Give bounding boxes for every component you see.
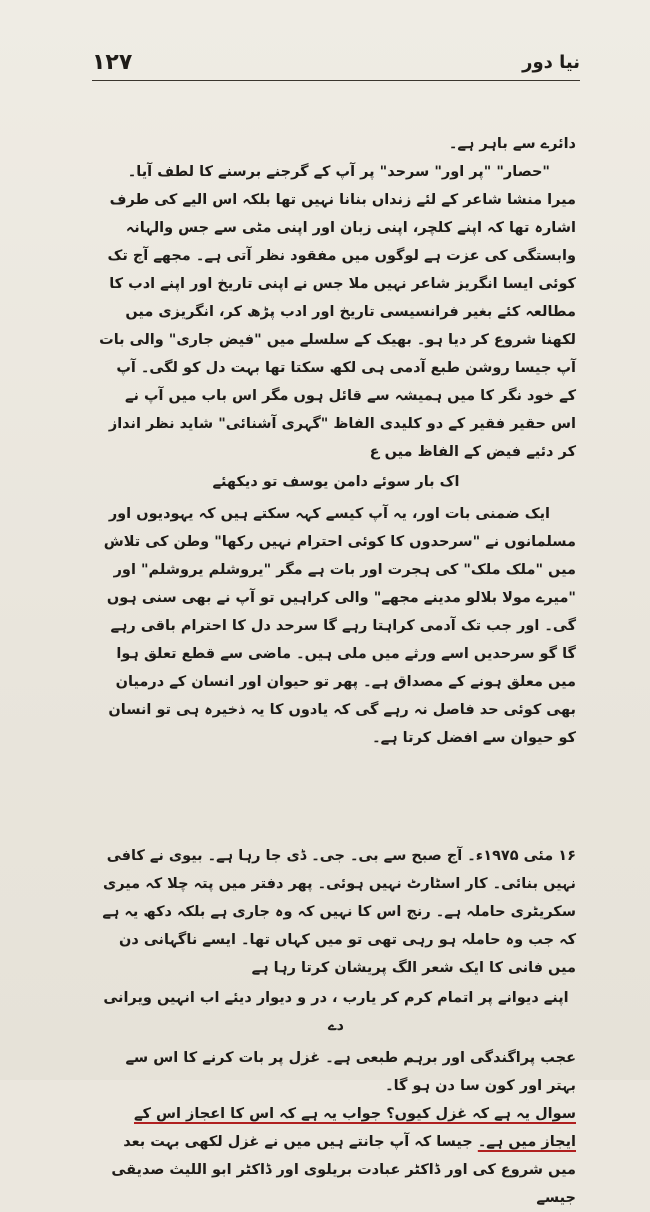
- paragraph-6: [96, 1100, 576, 1212]
- page-body: [96, 130, 576, 1212]
- paragraph-3: ایک ضمنی بات اور، یہ آپ کیسے کہہ سکتے ہیں کہ یہودیوں اور مسلمانوں نے "سرحدوں کا کوئی احترام نہیں رکھا" وطن کی تلاش میں "ملک ملک" کی ہجرت اور بات ہے مگر "یروشلم یروشلم" اور "میرے مولا بلالو مدینے مجھے" والی کراہیں تو آپ نے بھی سنی ہوں گی۔ اور جب تک آدمی کراہتا رہے گا سرحد دل کا احترام باقی رہے گا گو سرحدیں اسے ورثے میں ملی ہیں۔ ماضی سے قطع تعلق ہوا میں معلق ہونے کے مصداق ہے۔ پھر تو حیوان اور انسان کے درمیان بھی کوئی حد فاصل نہ رہے گی کہ یادوں کا یہ ذخیرہ ہی تو انسان کو حیوان سے افضل کرتا ہے۔: [103, 506, 576, 746]
- paragraph-4-diary-entry: ۱۶ مئی ۱۹۷۵ء۔ آج صبح سے بی۔ جی۔ ڈی جا رہا ہے۔ بیوی نے کافی نہیں بنائی۔ کار اسٹارٹ نہیں ہوئی۔ پھر دفتر میں پتہ چلا کہ میری سکریٹری حاملہ ہے۔ رنج اس کا نہیں کہ وہ جاری ہے بلکہ دکھ یہ ہے کہ جب وہ حاملہ ہو رہی تھی تو میں کہاں تھا۔ ایسے ناگہانی دن میں فانی کا ایک شعر الگ پریشان کرتا رہا ہے: [102, 848, 576, 976]
- paragraph-2: "حصار" "پر اور" سرحد" پر آپ کے گرجنے برسنے کا لطف آیا۔ میرا منشا شاعر کے لئے زنداں بنانا نہیں تھا بلکہ اس الیے کی طرف اشارہ تھا کہ اپنے کلچر، اپنی زبان اور اپنی مٹی سے جس والہانہ وابستگی کی عزت ہے لوگوں میں مفقود نظر آتی ہے۔ مجھے آج تک کوئی ایسا انگریز شاعر نہیں ملا جس نے اپنی تاریخ اور اپنے ادب کا مطالعہ کئے بغیر فرانسیسی تاریخ اور ادب پڑھ کر، انگریزی میں لکھنا شروع کر دیا ہو۔ بھیک کے سلسلے میں "فیض جاری" والی بات آپ جیسا روشن طبع آدمی ہی لکھ سکتا تھا بہت دل کو لگی۔ آپ کے خود نگر کا میں ہمیشہ سے قائل ہوں مگر اس باب میں آپ نے اس حقیر فقیر کے دو کلیدی الفاظ "گہری آشنائی" شاید نظر انداز کر دئیے فیض کے الفاظ میں ع: [99, 164, 576, 460]
- poetry-couplet: اک بار سوئے دامن یوسف تو دیکھئے: [212, 474, 460, 490]
- section-gap: [96, 752, 576, 842]
- running-title: نیا دور: [522, 52, 580, 73]
- underlined-phrase: سوال یہ ہے کہ غزل کیوں؟ جواب یہ ہے کہ اس کا اعجاز اس کے ایجاز میں ہے۔: [134, 1106, 576, 1150]
- paragraph-6-rest: جیسا کہ آپ جانتے ہیں میں نے غزل لکھی بہت بعد میں شروع کی اور ڈاکٹر عبادت بریلوی اور ڈاکٹر ابو اللیث صدیقی جیسے: [111, 1134, 576, 1206]
- page-number: ۱۲۷: [92, 50, 133, 75]
- page-header: [92, 50, 580, 81]
- paragraph-1: دائرے سے باہر ہے۔: [448, 136, 576, 152]
- paragraph-5: عجب پراگندگی اور برہم طبعی ہے۔ غزل پر بات کرنے کا اس سے بہتر اور کون سا دن ہو گا۔: [125, 1050, 576, 1094]
- poetry-verse: اپنے دیوانے پر اتمام کرم کر یارب ، در و دیوار دیئے اب انہیں ویرانی دے: [103, 990, 569, 1034]
